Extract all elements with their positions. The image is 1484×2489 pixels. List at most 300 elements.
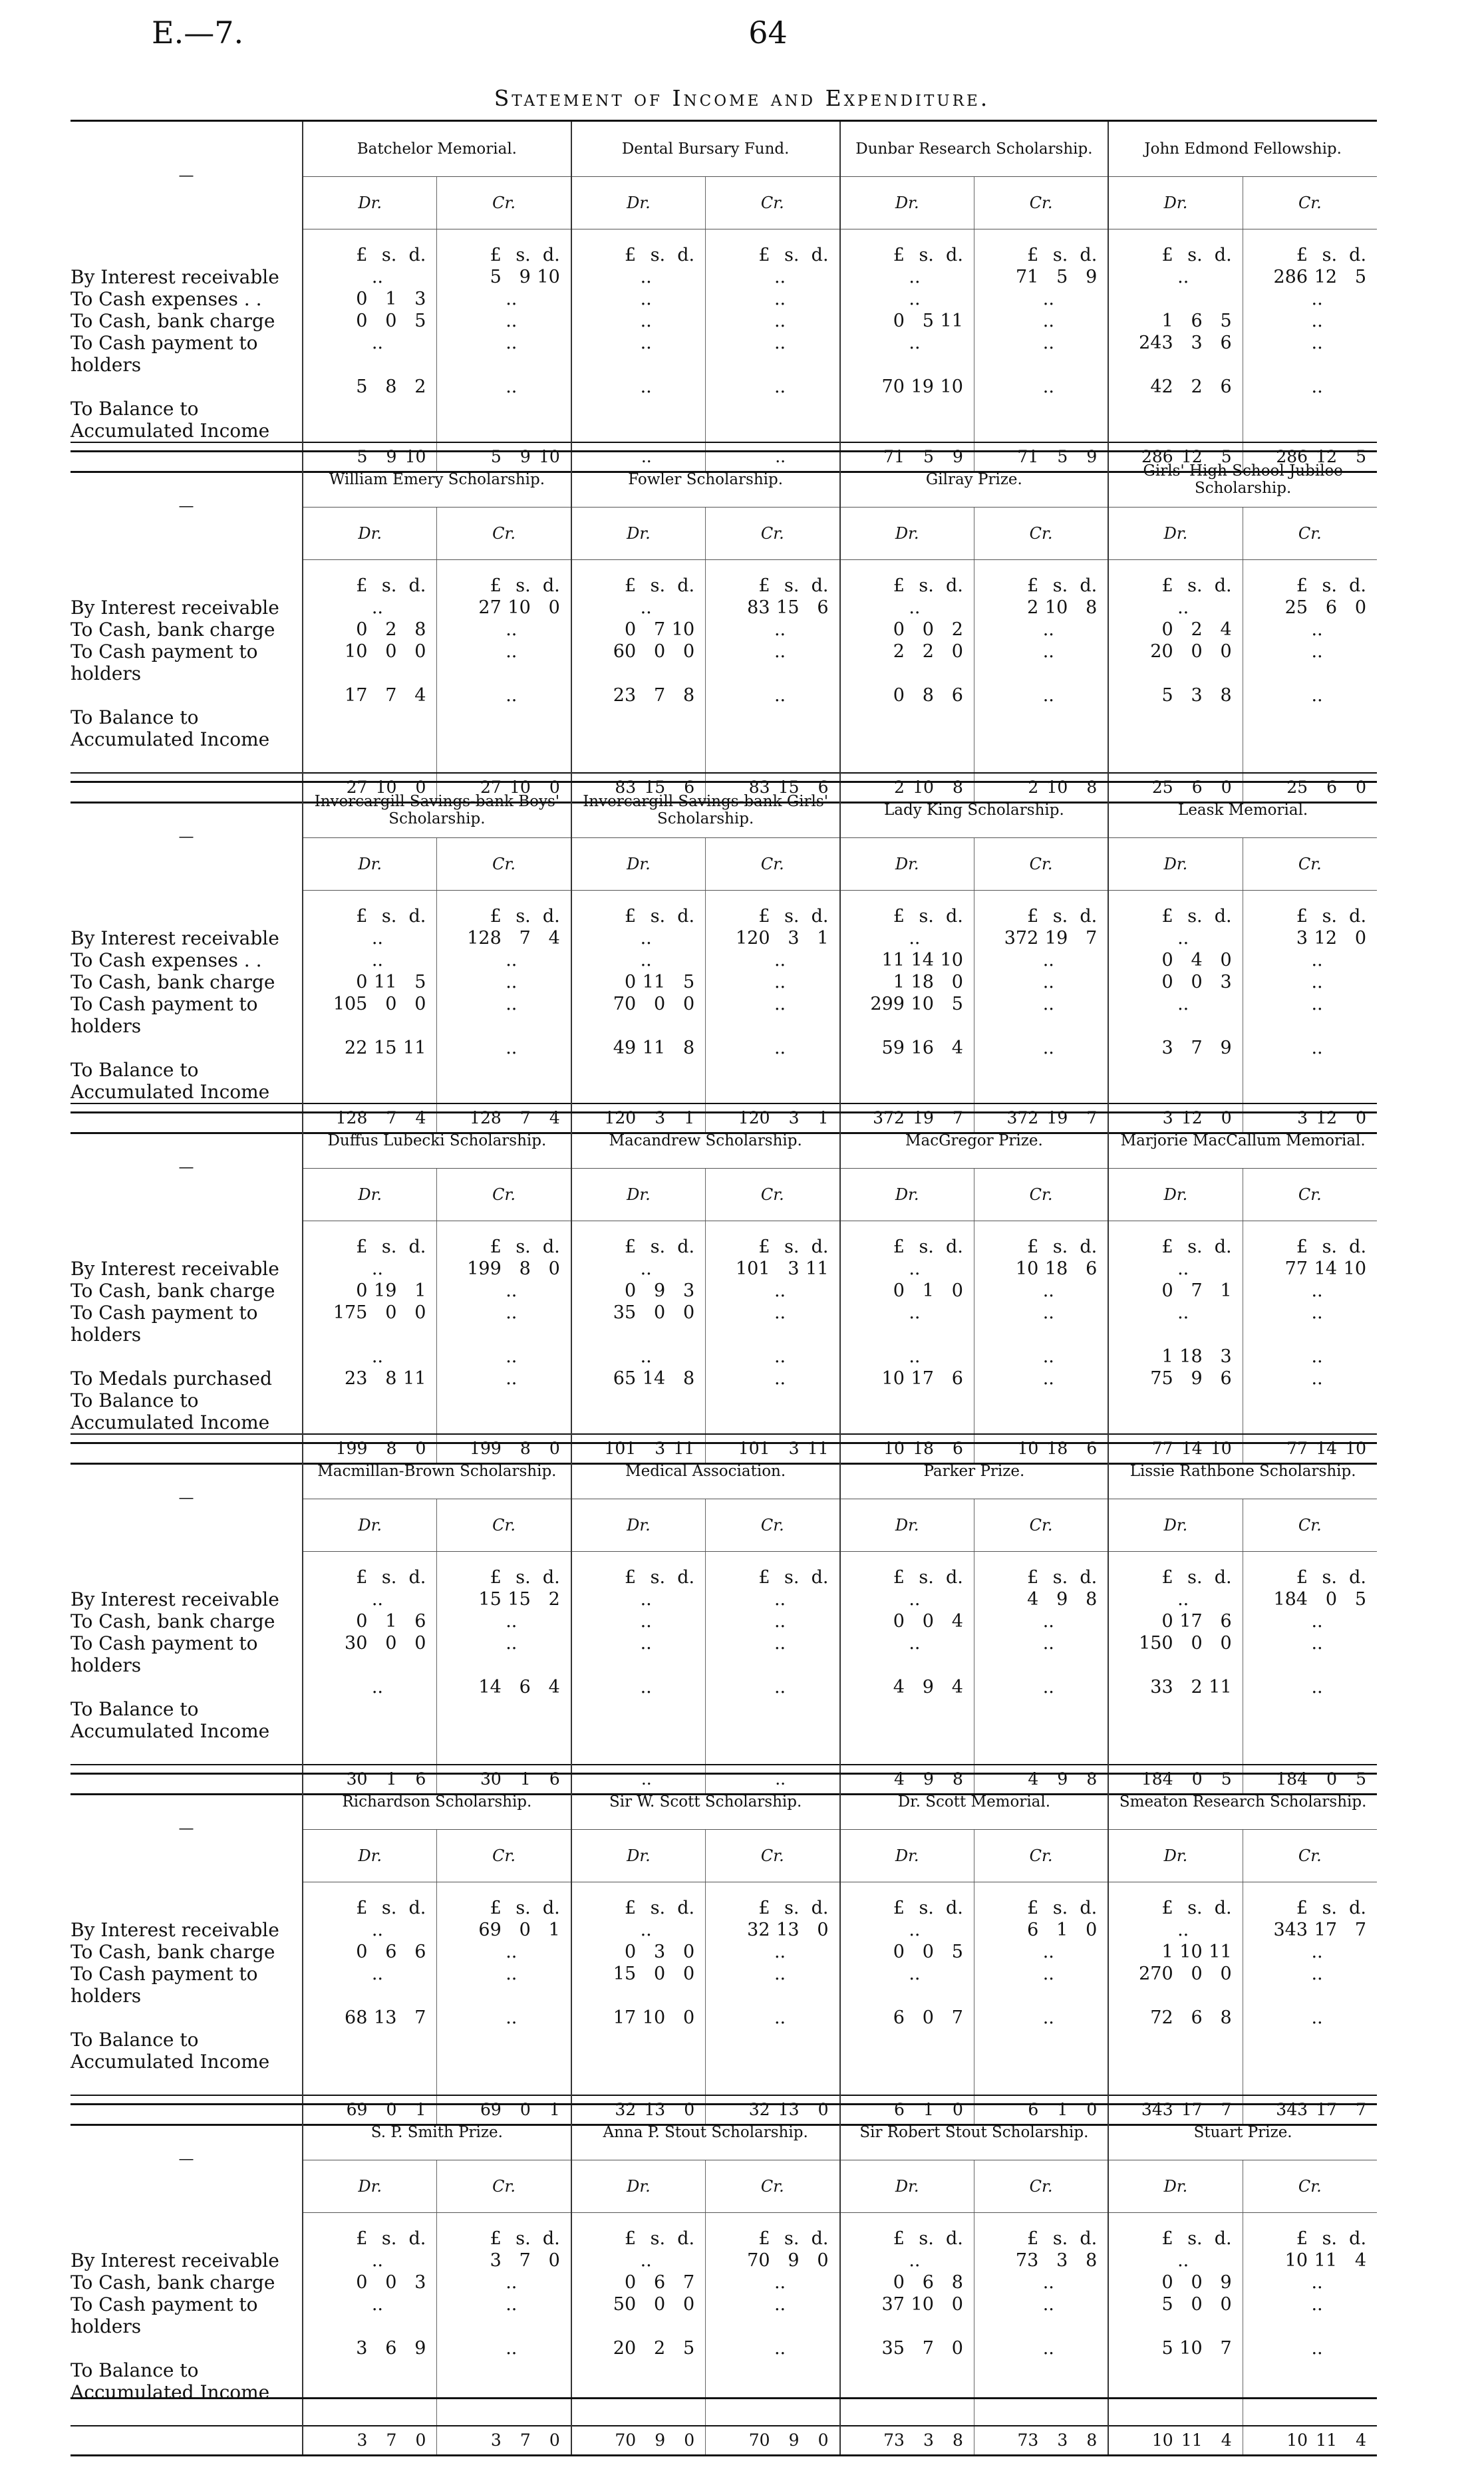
unit-header	[572, 2228, 705, 2250]
pence: 9	[1086, 267, 1098, 287]
amount: 10	[538, 447, 560, 466]
placeholder-dots: ..	[371, 1964, 383, 1984]
pounds: 11	[881, 950, 905, 970]
unit: d.	[1349, 575, 1366, 596]
dr-amount	[572, 2315, 705, 2337]
cr-amount	[1243, 2359, 1377, 2381]
fund-name: MacGregor Prize.	[840, 1113, 1109, 1169]
pounds: 35	[881, 2338, 905, 2359]
dr-amount	[841, 1015, 974, 1037]
label-column-header: —	[71, 782, 303, 891]
dr-amount	[572, 1698, 705, 1720]
dr-amount	[572, 1368, 705, 1390]
pence: 11	[940, 311, 963, 331]
row-label: To Balance to Accumulated Income	[71, 706, 270, 750]
amount: 9	[923, 1769, 934, 1789]
row-label	[71, 2403, 302, 2425]
unit: d.	[408, 245, 426, 265]
cr-header: Cr.	[437, 508, 571, 560]
dr-amount	[303, 1280, 436, 1302]
amount: 14	[1181, 1439, 1203, 1458]
placeholder-dots: ..	[774, 1038, 786, 1058]
cr-amount	[1243, 1654, 1377, 1676]
cr-amount	[706, 1280, 839, 1302]
cr-amount	[974, 949, 1108, 971]
unit-header	[572, 1566, 705, 1588]
shillings: 8	[385, 1368, 397, 1389]
dr-column	[1108, 229, 1243, 442]
dr-amount	[572, 706, 705, 728]
cr-amount	[437, 2007, 570, 2029]
amount: 69	[346, 2100, 368, 2119]
pence: 5	[414, 972, 426, 992]
shillings: 0	[922, 1611, 934, 1632]
unit: £	[490, 245, 502, 265]
pounds: 0	[893, 619, 905, 640]
shillings: 13	[374, 2007, 397, 2028]
dr-amount	[572, 2029, 705, 2051]
cr-amount	[437, 288, 570, 310]
total-label	[71, 2426, 303, 2456]
row-label: By Interest receivable	[71, 596, 279, 619]
placeholder-dots: ..	[774, 2272, 786, 2293]
dr-amount	[841, 1368, 974, 1390]
placeholder-dots: ..	[506, 1038, 518, 1058]
row-label	[71, 1346, 302, 1368]
dr-amount	[572, 1654, 705, 1676]
pounds: 1	[893, 972, 905, 992]
placeholder-dots: ..	[1311, 2007, 1323, 2028]
cr-column	[437, 1552, 571, 1765]
cr-header: Cr.	[1243, 838, 1377, 891]
cr-amount	[1243, 2337, 1377, 2359]
unit: d.	[1080, 245, 1098, 265]
placeholder-dots: ..	[909, 1633, 921, 1654]
placeholder-dots: ..	[1177, 1302, 1189, 1323]
dr-amount	[572, 1324, 705, 1346]
pounds: 2	[1027, 597, 1039, 618]
pence: 0	[1220, 2294, 1232, 2315]
amount: 3	[1162, 1108, 1173, 1127]
pounds: 150	[1139, 1633, 1173, 1654]
dr-header: Dr.	[1108, 508, 1243, 560]
fund-name: Lady King Scholarship.	[840, 782, 1109, 838]
row-label: To Cash, bank charge	[71, 1940, 275, 1963]
cr-amount	[1243, 288, 1377, 310]
pounds: 5	[356, 376, 368, 397]
row-label	[71, 1037, 302, 1059]
amount: 0	[1221, 778, 1232, 797]
pence: 0	[682, 1964, 695, 1984]
unit: d.	[811, 575, 829, 596]
placeholder-dots: ..	[1311, 1280, 1323, 1301]
placeholder-dots: ..	[1311, 1346, 1323, 1367]
amount: 15	[644, 778, 666, 797]
shillings: 0	[1191, 1964, 1203, 1984]
dr-amount	[1109, 332, 1242, 354]
row-labels	[71, 1882, 303, 2095]
fund-name: Macandrew Scholarship.	[571, 1113, 840, 1169]
amount: 27	[480, 778, 502, 797]
shillings: 0	[385, 994, 397, 1014]
fund-name: Dunbar Research Scholarship.	[840, 121, 1109, 177]
amount: 4	[1356, 2430, 1367, 2450]
pounds: 0	[893, 685, 905, 706]
amount: 0	[1191, 1769, 1203, 1789]
shillings: 0	[1191, 2272, 1203, 2293]
unit: d.	[1349, 1237, 1367, 1257]
cr-amount	[974, 288, 1108, 310]
unit: £	[624, 906, 637, 927]
row-label: To Cash payment to holders	[71, 1632, 258, 1676]
unit: £	[624, 1898, 637, 1918]
dr-header: Dr.	[571, 1499, 706, 1552]
pence: 5	[1354, 1589, 1366, 1610]
dr-amount	[572, 1610, 705, 1632]
dr-amount	[303, 1654, 436, 1676]
amount: 3	[655, 1439, 666, 1458]
unit: d.	[408, 906, 426, 927]
unit: d.	[946, 2228, 963, 2249]
fund-name: Marjorie MacCallum Memorial.	[1108, 1113, 1377, 1169]
dr-amount	[1109, 949, 1242, 971]
shillings: 0	[385, 1633, 397, 1654]
unit-header	[706, 2228, 839, 2250]
unit: s.	[516, 906, 531, 927]
pounds: 4	[1027, 1589, 1039, 1610]
row-label	[71, 1742, 302, 1764]
cr-amount	[437, 684, 570, 706]
pounds: 0	[624, 972, 637, 992]
row-label: To Cash, bank charge	[71, 2271, 275, 2293]
dr-amount	[572, 2271, 705, 2293]
dr-header: Dr.	[1108, 2160, 1243, 2213]
dr-column	[840, 560, 974, 773]
dr-column	[1108, 891, 1243, 1103]
placeholder-dots: ..	[1311, 1302, 1323, 1323]
pence: 4	[548, 1677, 560, 1697]
dr-amount	[303, 1588, 436, 1610]
unit: £	[356, 1898, 368, 1918]
cr-amount	[437, 1610, 570, 1632]
pence: 0	[682, 1302, 695, 1323]
amount: 1	[817, 1108, 829, 1127]
placeholder-dots: ..	[774, 641, 786, 662]
placeholder-dots: ..	[909, 267, 921, 287]
dr-header: Dr.	[571, 177, 706, 229]
statement-block	[71, 1442, 1377, 1789]
cr-amount	[437, 1632, 570, 1654]
placeholder-dots: ..	[1042, 2294, 1054, 2315]
unit: £	[1027, 2228, 1039, 2249]
cr-amount	[974, 1588, 1108, 1610]
dr-column	[571, 1221, 706, 1434]
pounds: 68	[345, 2007, 368, 2028]
amount: 3	[788, 1108, 800, 1127]
placeholder-dots: ..	[774, 619, 786, 640]
placeholder-dots: ..	[640, 1633, 652, 1654]
dr-header: Dr.	[303, 1499, 437, 1552]
dr-amount	[303, 619, 436, 641]
amount: 70	[615, 2430, 637, 2450]
total-amount	[303, 2430, 436, 2450]
unit-header	[706, 575, 839, 597]
cr-amount	[706, 641, 839, 662]
unit: s.	[1187, 245, 1203, 265]
placeholder-dots: ..	[1177, 597, 1189, 618]
placeholder-dots: ..	[774, 1942, 786, 1962]
amount: 6	[1326, 778, 1337, 797]
placeholder-dots: ..	[640, 289, 652, 309]
placeholder-dots: ..	[909, 2250, 921, 2271]
pounds: 0	[893, 1942, 905, 1962]
total-amount	[841, 2430, 974, 2450]
dr-header: Dr.	[840, 177, 974, 229]
dr-amount	[1109, 2029, 1242, 2051]
shillings: 11	[642, 1038, 666, 1058]
unit: d.	[1214, 906, 1232, 927]
amount: 372	[1006, 1108, 1039, 1127]
dr-amount	[303, 354, 436, 376]
placeholder-dots: ..	[640, 2250, 652, 2271]
amount: 1	[923, 2100, 934, 2119]
unit: s.	[381, 906, 397, 927]
row-label: To Cash expenses . .	[71, 949, 262, 971]
cr-amount	[974, 597, 1108, 619]
pounds: 105	[333, 994, 368, 1014]
dr-amount	[303, 1919, 436, 1941]
pounds: 37	[881, 2294, 905, 2315]
unit: d.	[1214, 1567, 1232, 1588]
pounds: 65	[613, 1368, 637, 1389]
amount: 0	[519, 2100, 531, 2119]
cr-amount	[974, 1698, 1108, 1720]
unit: £	[893, 245, 905, 265]
placeholder-dots: ..	[371, 928, 383, 949]
dr-amount	[841, 354, 974, 376]
unit: d.	[946, 1898, 963, 1918]
cr-amount	[437, 2029, 570, 2051]
dr-header: Dr.	[303, 1169, 437, 1221]
pence: 5	[951, 1942, 963, 1962]
placeholder-dots: ..	[506, 2338, 518, 2359]
fund-name: Girls' High School Jubilee Scholarship.	[1108, 452, 1377, 508]
cr-amount	[706, 354, 839, 376]
pounds: 184	[1273, 1589, 1308, 1610]
unit: £	[624, 245, 637, 265]
cr-amount	[974, 2293, 1108, 2315]
pounds: 0	[1161, 619, 1173, 640]
placeholder-dots: ..	[506, 311, 518, 331]
unit: d.	[811, 1898, 829, 1918]
placeholder-dots: ..	[909, 289, 921, 309]
amount: 5	[357, 447, 368, 466]
cr-amount	[437, 1654, 570, 1676]
unit: d.	[946, 245, 963, 265]
dr-amount	[841, 1676, 974, 1698]
amount: 10	[1210, 1439, 1232, 1458]
placeholder-dots: ..	[640, 267, 652, 287]
pence: 6	[414, 1611, 426, 1632]
cr-amount	[706, 1037, 839, 1059]
amount: 8	[1086, 1769, 1098, 1789]
amount: 3	[788, 1439, 800, 1458]
cr-amount	[706, 1368, 839, 1390]
placeholder-dots: ..	[774, 2007, 786, 2028]
dr-amount	[841, 1985, 974, 2007]
cr-amount	[706, 2271, 839, 2293]
pence: 5	[682, 2338, 695, 2359]
pounds: 299	[870, 994, 905, 1014]
amount: 3	[490, 2430, 502, 2450]
shillings: 2	[385, 619, 397, 640]
cr-amount	[706, 1698, 839, 1720]
unit: d.	[1214, 1898, 1232, 1918]
cr-amount	[437, 1676, 570, 1698]
shillings: 10	[1179, 2338, 1203, 2359]
pounds: 1	[1161, 1942, 1173, 1962]
cr-amount	[437, 1985, 570, 2007]
cr-amount	[974, 2359, 1108, 2381]
unit: s.	[516, 575, 531, 596]
pence: 4	[414, 685, 426, 706]
amount: 18	[1046, 1439, 1068, 1458]
amount: 0	[684, 2430, 695, 2450]
dr-header: Dr.	[840, 1499, 974, 1552]
shillings: 0	[653, 994, 666, 1014]
unit: d.	[811, 906, 829, 927]
row-label: By Interest receivable	[71, 1918, 279, 1941]
amount: 7	[519, 2430, 531, 2450]
dr-column	[303, 1882, 437, 2095]
page-title: Statement of Income and Expenditure.	[494, 85, 990, 111]
cr-amount	[974, 266, 1108, 288]
dr-total	[840, 2426, 974, 2456]
pounds: 2	[893, 641, 905, 662]
unit: s.	[516, 1567, 531, 1588]
amount: 83	[615, 778, 637, 797]
amount: 25	[1286, 778, 1308, 797]
placeholder-dots: ..	[774, 1964, 786, 1984]
amount: 128	[470, 1108, 502, 1127]
amount: 199	[470, 1439, 502, 1458]
unit: d.	[408, 1567, 426, 1588]
fund-name: Duffus Lubecki Scholarship.	[303, 1113, 571, 1169]
cr-column	[1243, 229, 1377, 442]
dr-column	[303, 560, 437, 773]
dr-column	[1108, 1221, 1243, 1434]
cr-column	[437, 891, 571, 1103]
dr-header: Dr.	[1108, 1830, 1243, 1882]
amount: 10	[1046, 778, 1068, 797]
dr-amount	[841, 2029, 974, 2051]
cr-column	[437, 229, 571, 442]
pence: 0	[1220, 1964, 1232, 1984]
unit: d.	[677, 1567, 695, 1588]
pounds: 0	[1161, 1611, 1173, 1632]
total-amount	[974, 2430, 1108, 2450]
placeholder-dots: ..	[506, 289, 518, 309]
dr-amount	[1109, 1632, 1242, 1654]
pounds: 27	[478, 597, 502, 618]
dr-column	[1108, 560, 1243, 773]
shillings: 1	[1056, 1920, 1068, 1940]
shillings: 0	[922, 2007, 934, 2028]
shillings: 8	[385, 376, 397, 397]
pence: 1	[414, 1280, 426, 1301]
dr-header: Dr.	[303, 1830, 437, 1882]
unit: s.	[516, 1898, 531, 1918]
cr-amount	[437, 2293, 570, 2315]
unit: d.	[811, 1237, 829, 1257]
shillings: 8	[922, 685, 934, 706]
placeholder-dots: ..	[506, 994, 518, 1014]
placeholder-dots: ..	[506, 1302, 518, 1323]
pounds: 0	[624, 1942, 637, 1962]
placeholder-dots: ..	[371, 1920, 383, 1940]
unit-header	[1243, 575, 1377, 597]
pounds: 199	[467, 1258, 502, 1279]
unit: £	[1161, 245, 1173, 265]
placeholder-dots: ..	[1311, 619, 1323, 640]
placeholder-dots: ..	[1042, 2272, 1054, 2293]
shillings: 2	[1191, 376, 1203, 397]
cr-column	[974, 891, 1108, 1103]
placeholder-dots: ..	[371, 950, 383, 970]
placeholder-dots: ..	[506, 619, 518, 640]
amount: 0	[415, 2430, 426, 2450]
placeholder-dots: ..	[1177, 2250, 1189, 2271]
document-code: E.—7.	[152, 15, 244, 51]
unit: d.	[1214, 2228, 1232, 2249]
cr-amount	[706, 993, 839, 1015]
fund-name: John Edmond Fellowship.	[1108, 121, 1377, 177]
amount: 5	[490, 447, 502, 466]
row-label: To Balance to Accumulated Income	[71, 397, 270, 442]
unit: s.	[919, 245, 934, 265]
cr-header: Cr.	[1243, 177, 1377, 229]
dr-amount	[572, 641, 705, 662]
fund-name: Lissie Rathbone Scholarship.	[1108, 1443, 1377, 1499]
pence: 0	[951, 1280, 963, 1301]
placeholder-dots: ..	[640, 1346, 652, 1367]
dr-amount	[841, 332, 974, 354]
unit: d.	[946, 1567, 963, 1588]
shillings: 19	[1044, 928, 1068, 949]
unit: d.	[1349, 1567, 1366, 1588]
pence: 1	[1220, 1280, 1232, 1301]
cr-amount	[437, 662, 570, 684]
cr-amount	[706, 288, 839, 310]
amount: 343	[1141, 2100, 1173, 2119]
dr-amount	[1109, 662, 1242, 684]
pence: 0	[548, 1258, 560, 1279]
cr-amount	[1243, 1280, 1377, 1302]
unit-header	[841, 2228, 974, 2250]
fund-name: Sir W. Scott Scholarship.	[571, 1774, 840, 1830]
unit: s.	[919, 1898, 934, 1918]
unit: d.	[1214, 245, 1232, 265]
unit: s.	[650, 1237, 666, 1257]
cr-amount	[706, 1654, 839, 1676]
placeholder-dots: ..	[909, 1589, 921, 1610]
dr-amount	[841, 993, 974, 1015]
pounds: 70	[881, 376, 905, 397]
cr-amount	[974, 2007, 1108, 2029]
unit: d.	[946, 575, 963, 596]
shillings: 7	[653, 685, 666, 706]
cr-amount	[974, 332, 1108, 354]
